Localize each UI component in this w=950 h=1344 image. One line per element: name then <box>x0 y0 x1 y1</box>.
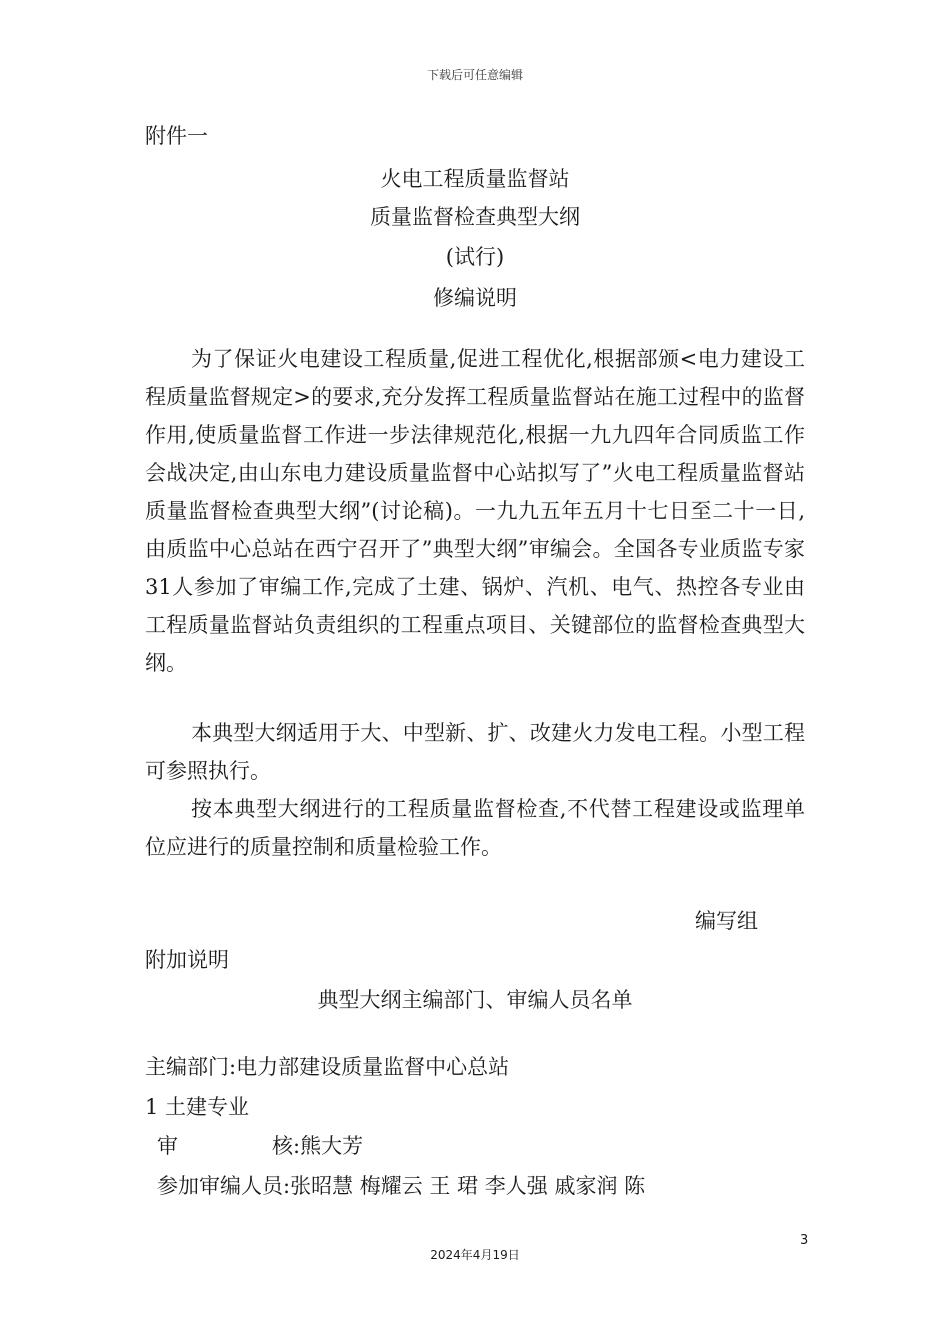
header-note: 下载后可任意编辑 <box>426 68 523 82</box>
reviewer-label: 审 <box>157 1134 178 1158</box>
paragraph-2: 本典型大纲适用于大、中型新、扩、改建火力发电工程。小型工程可参照执行。 <box>145 721 805 783</box>
section-title: 修编说明 <box>433 286 517 310</box>
paragraph-3: 按本典型大纲进行的工程质量监督检查,不代替工程建设或监理单位应进行的质量控制和质量检验工作。 <box>145 797 805 859</box>
title-line-1: 火电工程质量监督站 <box>380 167 570 191</box>
reviewer-name: 核:熊大芳 <box>272 1134 364 1158</box>
list-title: 典型大纲主编部门、审编人员名单 <box>317 988 633 1012</box>
title-line-3: (试行) <box>445 245 505 269</box>
section-1-title: 1 土建专业 <box>145 1095 250 1119</box>
title-line-2: 质量监督检查典型大纲 <box>370 205 580 229</box>
additional-label: 附加说明 <box>145 948 229 972</box>
chief-dept: 主编部门:电力部建设质量监督中心总站 <box>145 1055 510 1079</box>
footer-date: 2024年4月19日 <box>430 1248 520 1262</box>
signature: 编写组 <box>695 909 758 933</box>
participants: 参加审编人员:张昭慧 梅耀云 王 珺 李人强 戚家润 陈 <box>157 1174 646 1198</box>
page-number: 3 <box>800 1233 809 1248</box>
paragraph-1: 为了保证火电建设工程质量,促进工程优化,根据部颁<电力建设工程质量监督规定>的要求,充分发挥工程质量监督站在施工过程中的监督作用,使质量监督工作进一步法律规范化,根据一九九四年合同质监工作会战决定,由山东电力建设质量监督中心站拟写了”火电工程质量监督站质量监督检查典型大纲”(讨论稿)。一九九五年五月十七日至二十一日,由质监中心总站在西宁召开了”典型大纲”审编会。全国各专业质监专家31人参加了审编工作,完成了土建、锅炉、汽机、电气、热控各专业由工程质量监督站负责组织的工程重点项目、关键部位的监督检查典型大纲。 <box>145 347 805 675</box>
attachment-label: 附件一 <box>145 124 208 148</box>
